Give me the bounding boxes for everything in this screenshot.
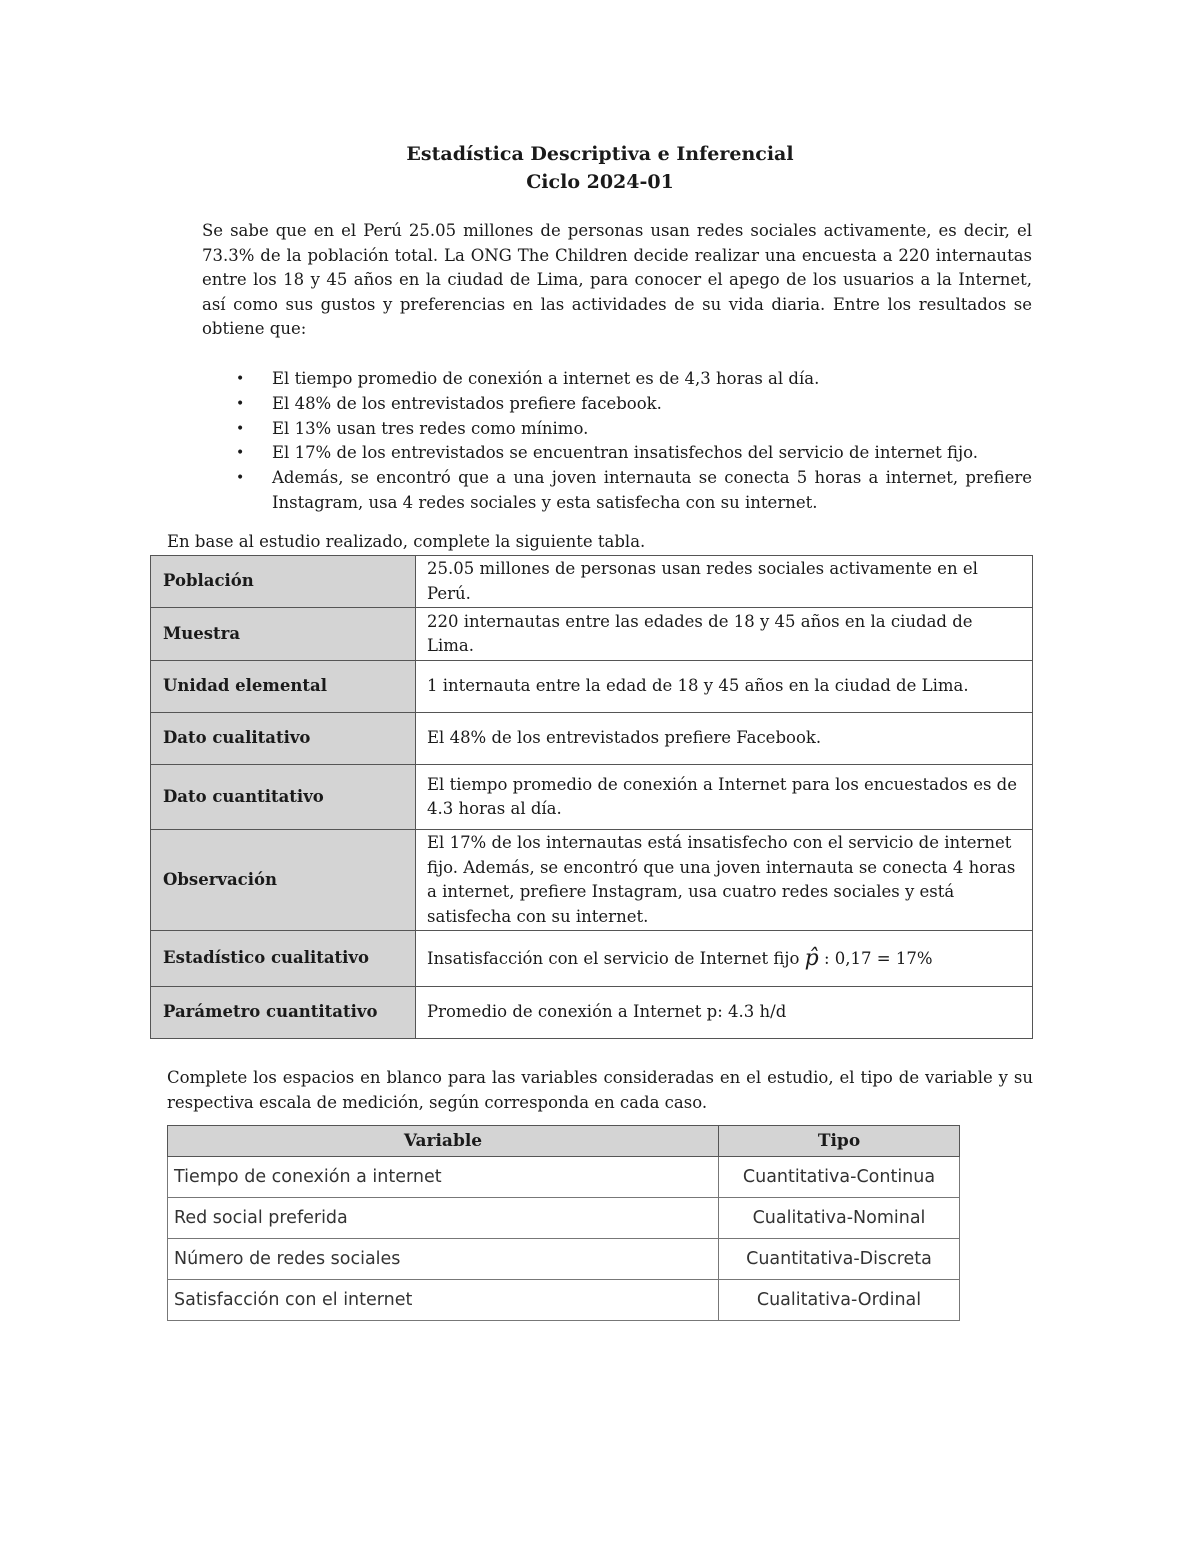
row-value: Promedio de conexión a Internet p: 4.3 h/d [416,987,1033,1039]
tipo-cell: Cuantitativa-Continua [719,1157,960,1198]
row-label: Observación [151,830,416,931]
list-item-text: El 17% de los entrevistados se encuentran insatisfechos del servicio de internet fijo. [272,443,979,463]
table-row [151,713,1033,765]
row-value [416,931,1033,987]
row-label: Población [151,556,416,608]
row-value: 220 internautas entre las edades de 18 y 45 años en la ciudad de Lima. [416,608,1033,661]
document-subtitle: Ciclo 2024-01 [526,171,674,193]
list-item [202,441,1032,466]
variable-cell: Satisfacción con el internet [168,1280,719,1321]
variables-table [167,1125,960,1321]
bullet-icon: • [236,420,245,437]
column-header-variable: Variable [168,1126,719,1157]
table-header-row [168,1126,960,1157]
row-value: El 17% de los internautas está insatisfecho con el servicio de internet fijo. Además, se encontró que una joven internauta se conecta 4 horas a internet, prefiere Instagram, usa cuatro redes sociales y está satisfecha con su internet. [416,830,1033,931]
table-row [151,987,1033,1039]
column-header-tipo: Tipo [719,1126,960,1157]
table-row [151,765,1033,830]
table-row [151,556,1033,608]
tipo-cell: Cualitativa-Nominal [719,1198,960,1239]
variable-cell: Tiempo de conexión a internet [168,1157,719,1198]
list-item-text: El 48% de los entrevistados prefiere facebook. [272,393,662,413]
row-value: El 48% de los entrevistados prefiere Facebook. [416,713,1033,765]
table-row [151,830,1033,931]
bullet-icon: • [236,445,245,462]
list-item-text: Además, se encontró que a una joven internauta se conecta 5 horas a internet, prefiere Instagram, usa 4 redes sociales y esta satisfecha con su internet. [272,468,1032,512]
bullet-icon: • [236,470,245,487]
tipo-cell: Cualitativa-Ordinal [719,1280,960,1321]
row-value: 25.05 millones de personas usan redes sociales activamente en el Perú. [416,556,1033,608]
results-list [202,367,1032,516]
table-row [168,1198,960,1239]
table-row [151,608,1033,661]
row-value-text: Insatisfacción con el servicio de Internet fijo [427,948,800,968]
variable-cell: Red social preferida [168,1198,719,1239]
tipo-cell: Cuantitativa-Discreta [719,1239,960,1280]
bullet-icon: • [236,371,245,387]
list-item [202,392,1032,417]
list-item-text: El tiempo promedio de conexión a internet es de 4,3 horas al día. [272,369,820,388]
bullet-icon: • [236,395,245,412]
list-item [202,466,1032,516]
page-title [0,140,1200,196]
table-row [151,661,1033,713]
row-label: Dato cualitativo [151,713,416,765]
table-row [168,1157,960,1198]
list-item [202,367,1032,392]
intro-paragraph: Se sabe que en el Perú 25.05 millones de personas usan redes sociales activamente, es decir, el 73.3% de la población total. La ONG The Children decide realizar una encuesta a 220 internautas entre los 18 y 45 años en la ciudad de Lima, para conocer el apego de los usuarios a la Internet, así como sus gustos y preferencias en las actividades de su vida diaria. Entre los resultados se obtiene que: [202,221,1032,339]
variable-cell: Número de redes sociales [168,1239,719,1280]
p-hat-symbol: p̂ [804,945,819,971]
study-table [150,555,1033,1039]
document-title: Estadística Descriptiva e Inferencial [406,143,794,165]
row-label: Dato cuantitativo [151,765,416,830]
table-intro: En base al estudio realizado, complete la siguiente tabla. [167,532,646,551]
table-row [151,931,1033,987]
list-item-text: El 13% usan tres redes como mínimo. [272,418,589,438]
variables-instruction: Complete los espacios en blanco para las variables consideradas en el estudio, el tipo de variable y su respectiva escala de medición, según corresponda en cada caso. [167,1068,1033,1112]
list-item [202,417,1032,442]
row-value: El tiempo promedio de conexión a Internet para los encuestados es de 4.3 horas al día. [416,765,1033,830]
row-label: Parámetro cuantitativo [151,987,416,1039]
row-label: Muestra [151,608,416,661]
row-value: 1 internauta entre la edad de 18 y 45 años en la ciudad de Lima. [416,661,1033,713]
row-label: Unidad elemental [151,661,416,713]
row-label: Estadístico cualitativo [151,931,416,987]
row-value-suffix: : 0,17 = 17% [824,948,933,968]
table-row [168,1280,960,1321]
table-row [168,1239,960,1280]
